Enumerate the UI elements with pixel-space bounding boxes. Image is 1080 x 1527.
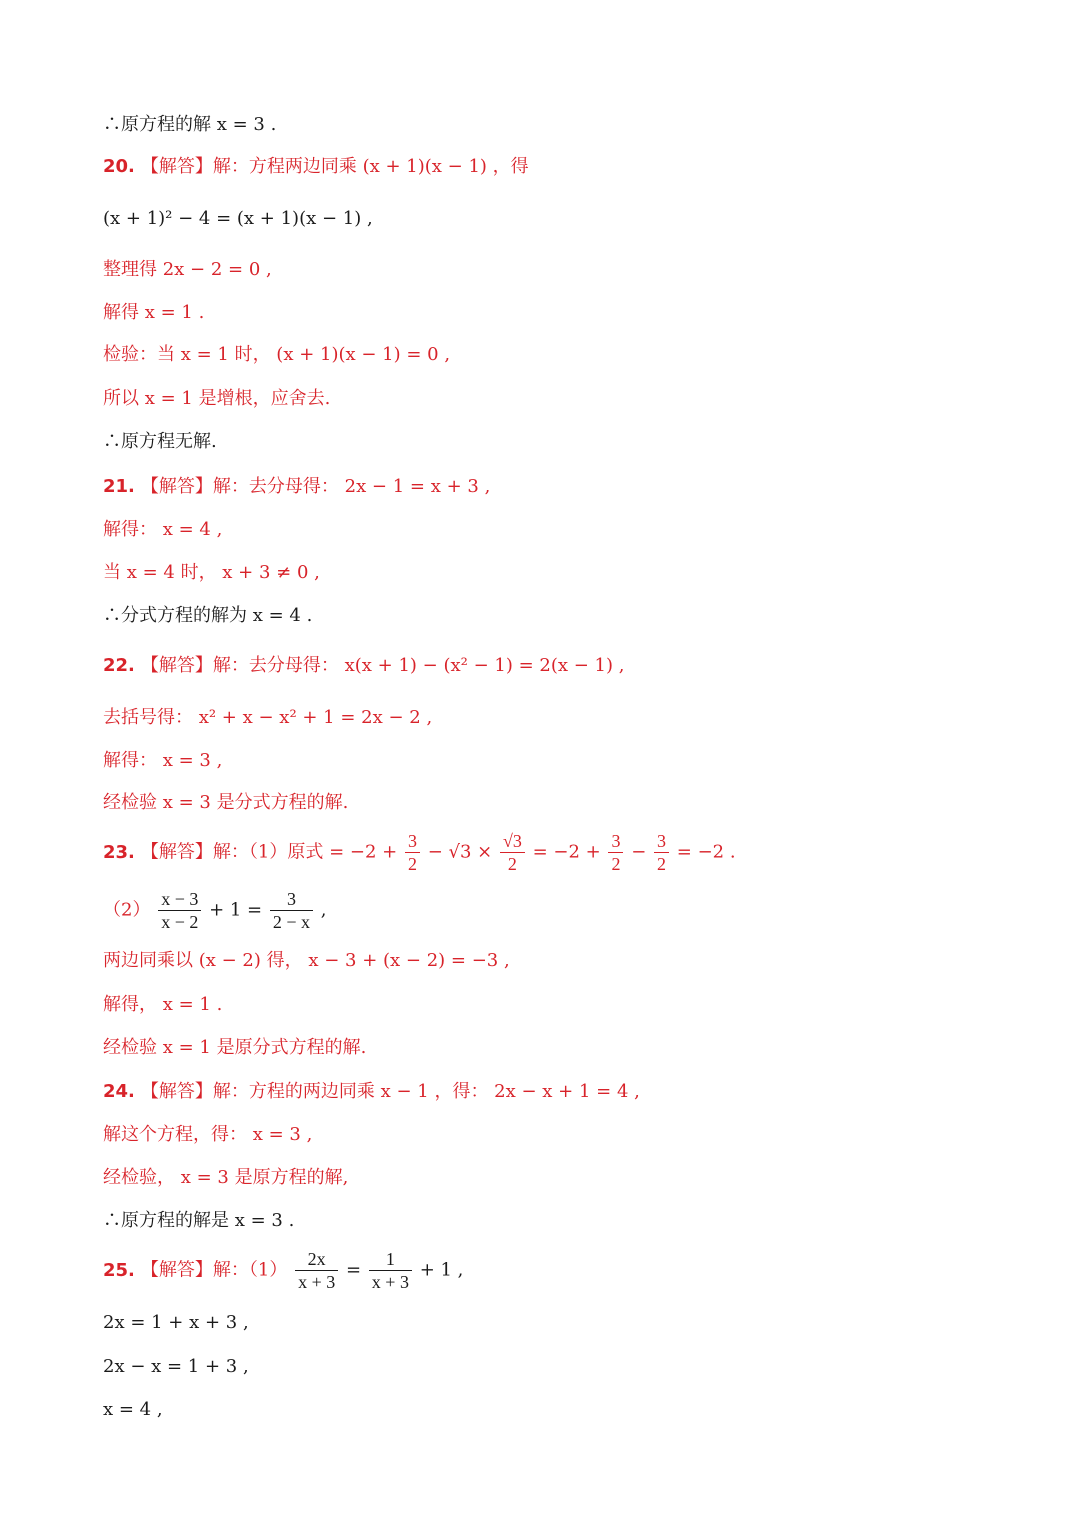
fraction: $\frac{2x}{x + 3}$: [295, 1248, 338, 1293]
problem-number: 20.: [103, 156, 135, 177]
conclusion-line: ∴原方程的解是 x = 3 .: [103, 1210, 295, 1231]
conclusion-line: ∴原方程的解 x = 3 .: [103, 114, 277, 135]
fraction: $\frac{3}{2}$: [654, 830, 669, 875]
equation-line: (x + 1)² − 4 = (x + 1)(x − 1) ,: [103, 208, 373, 229]
problem-22-header: 22. 【解答】解：去分母得： x(x + 1) − (x² − 1) = 2(x − 1) ,: [103, 655, 625, 676]
solution-step: 两边同乘以 (x − 2) 得， x − 3 + (x − 2) = −3 ,: [103, 950, 510, 971]
solution-step: 解得： x = 4 ,: [103, 519, 223, 540]
equation-line: x = 4 ,: [103, 1399, 163, 1420]
problem-number: 25.: [103, 1259, 135, 1281]
fraction: $\frac{1}{x + 3}$: [369, 1248, 412, 1293]
problem-21-header: 21. 【解答】解：去分母得： 2x − 1 = x + 3 ,: [103, 476, 491, 497]
problem-23-header: 23. 【解答】解：（1）原式 = −2 + $\frac{3}{2}$ − √3 × $\frac{√3}{2}$ = −2 + $\frac{3}{2}$ − $\frac{3}{2}$ = −2 .: [103, 831, 736, 874]
solution-step: 解得： x = 3 ,: [103, 750, 223, 771]
solution-step: 去括号得： x² + x − x² + 1 = 2x − 2 ,: [103, 707, 433, 728]
problem-24-header: 24. 【解答】解：方程的两边同乘 x − 1 ，得： 2x − x + 1 = 4 ,: [103, 1081, 640, 1102]
fraction: $\frac{√3}{2}$: [500, 830, 525, 875]
equation-line: 2x − x = 1 + 3 ,: [103, 1356, 249, 1377]
solution-step: 所以 x = 1 是增根，应舍去.: [103, 388, 331, 409]
conclusion-line: ∴原方程无解.: [103, 431, 217, 452]
problem-25-header: 25. 【解答】解：（1） $\frac{2x}{x + 3}$ = $\frac{1}{x + 3}$ + 1 ,: [103, 1249, 464, 1292]
problem-number: 24.: [103, 1081, 135, 1102]
problem-number: 21.: [103, 476, 135, 497]
verification-step: 当 x = 4 时， x + 3 ≠ 0 ,: [103, 562, 320, 583]
verification-step: 检验：当 x = 1 时， (x + 1)(x − 1) = 0 ,: [103, 344, 451, 365]
solution-step: 解这个方程，得： x = 3 ,: [103, 1124, 313, 1145]
fraction: $\frac{3}{2 - x}$: [270, 888, 313, 933]
verification-step: 经检验， x = 3 是原方程的解,: [103, 1167, 349, 1188]
solution-step: 解得， x = 1 .: [103, 994, 223, 1015]
verification-step: 经检验 x = 3 是分式方程的解.: [103, 792, 349, 813]
fraction: $\frac{3}{2}$: [405, 830, 420, 875]
conclusion-line: ∴分式方程的解为 x = 4 .: [103, 605, 313, 626]
fraction: $\frac{3}{2}$: [608, 830, 623, 875]
fraction: $\frac{x - 3}{x - 2}$: [158, 888, 201, 933]
solution-step: 整理得 2x − 2 = 0 ,: [103, 259, 272, 280]
problem-23-part-2: （2） $\frac{x - 3}{x - 2}$ + 1 = $\frac{3}{2 - x}$ ,: [103, 889, 327, 932]
problem-number: 23.: [103, 841, 135, 863]
equation-line: 2x = 1 + x + 3 ,: [103, 1312, 249, 1333]
problem-20-header: 20. 【解答】解：方程两边同乘 (x + 1)(x − 1) ，得: [103, 156, 529, 177]
solution-step: 解得 x = 1 .: [103, 302, 205, 323]
problem-number: 22.: [103, 655, 135, 676]
verification-step: 经检验 x = 1 是原分式方程的解.: [103, 1037, 367, 1058]
